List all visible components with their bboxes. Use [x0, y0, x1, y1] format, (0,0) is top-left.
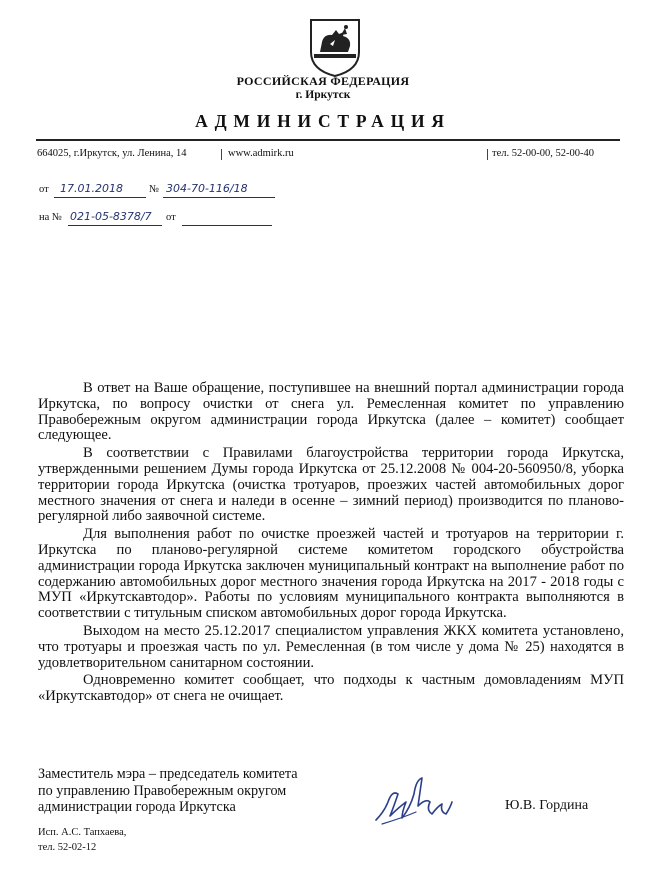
signatory-title-line: администрации города Иркутска — [38, 799, 236, 815]
ref-number-line — [163, 197, 275, 198]
executor-info — [38, 825, 126, 855]
letterhead-divider — [36, 139, 620, 141]
body-paragraph: Для выполнения работ по очистке проезжей частей и тротуаров на территории г. Иркутска по планово-регулярной системе комитетом городского обустройства администрации города Иркутска заключен муниципальный контракт на выполнение работ по содержанию автомобильных дорог местного значения города Иркутска на 2017 - 2018 годы с МУП «Иркутскавтодор». Работы по условиям муниципального контракта выполняются в соответствии с титульным списком автомобильных дорог города Иркутска. — [38, 526, 624, 622]
handwritten-signature-icon — [372, 772, 456, 828]
ref-reply-date-label: от — [166, 212, 176, 223]
ref-date-line — [54, 197, 146, 198]
letter-body — [38, 381, 624, 707]
body-paragraph: Выходом на место 25.12.2017 специалистом управления ЖКХ комитета установлено, что тротуары и проезжая часть по ул. Ремесленная (в том числе у дома № 25) находятся в удовлетворительном санитарном состоянии. — [38, 622, 624, 671]
ref-reply-number: 021-05-8378/7 — [70, 210, 152, 223]
letterhead-org-title: АДМИНИСТРАЦИЯ — [195, 111, 451, 131]
ref-reply-date-line — [182, 225, 272, 226]
ref-number-label: № — [149, 184, 160, 195]
ref-from-label: от — [39, 184, 49, 195]
letterhead-address: 664025, г.Иркутск, ул. Ленина, 14 — [37, 148, 187, 159]
signatory-title — [38, 766, 298, 816]
ref-reply-label: на № — [39, 212, 62, 223]
executor-phone: тел. 52-02-12 — [38, 842, 97, 853]
irkutsk-coat-of-arms-icon — [308, 18, 362, 78]
body-paragraph: Одновременно комитет сообщает, что подходы к частным домовладениям МУП «Иркутскавтодор» от снега не очищает. — [38, 672, 624, 705]
body-paragraph: В соответствии с Правилами благоустройства территории города Иркутска, утвержденными решением Думы города Иркутска от 25.12.2008 № 004-20-560950/8, уборка территории города Иркутска (очистка тротуаров, проезжих частей автомобильных дорог местного значения от снега и наледи в осенне – зимний период) производится по планово-регулярной либо заявочной системе. — [38, 445, 624, 525]
address-separator — [221, 149, 222, 160]
letterhead-city: г. Иркутск — [295, 89, 351, 101]
signatory-title-line: по управлению Правобережным округом — [38, 782, 287, 799]
ref-number: 304-70-116/18 — [166, 182, 248, 195]
ref-reply-number-line — [68, 225, 162, 226]
executor-name: Исп. А.С. Тапхаева, — [38, 827, 127, 838]
phone-separator — [487, 149, 488, 160]
signatory-title-line: Заместитель мэра – председатель комитета — [38, 766, 298, 782]
ref-date: 17.01.2018 — [60, 182, 123, 195]
letterhead-website: www.admirk.ru — [228, 148, 294, 159]
letterhead-country: РОССИЙСКАЯ ФЕДЕРАЦИЯ — [236, 74, 410, 88]
signatory-name: Ю.В. Гордина — [505, 798, 589, 813]
body-paragraph: В ответ на Ваше обращение, поступившее на внешний портал администрации города Иркутска, по вопросу очистки от снега ул. Ремесленная комитет по управлению Правобережным округом администрации города Иркутска (далее – комитет) сообщает следующее. — [38, 380, 624, 444]
letterhead-phone: тел. 52-00-00, 52-00-40 — [492, 148, 594, 159]
